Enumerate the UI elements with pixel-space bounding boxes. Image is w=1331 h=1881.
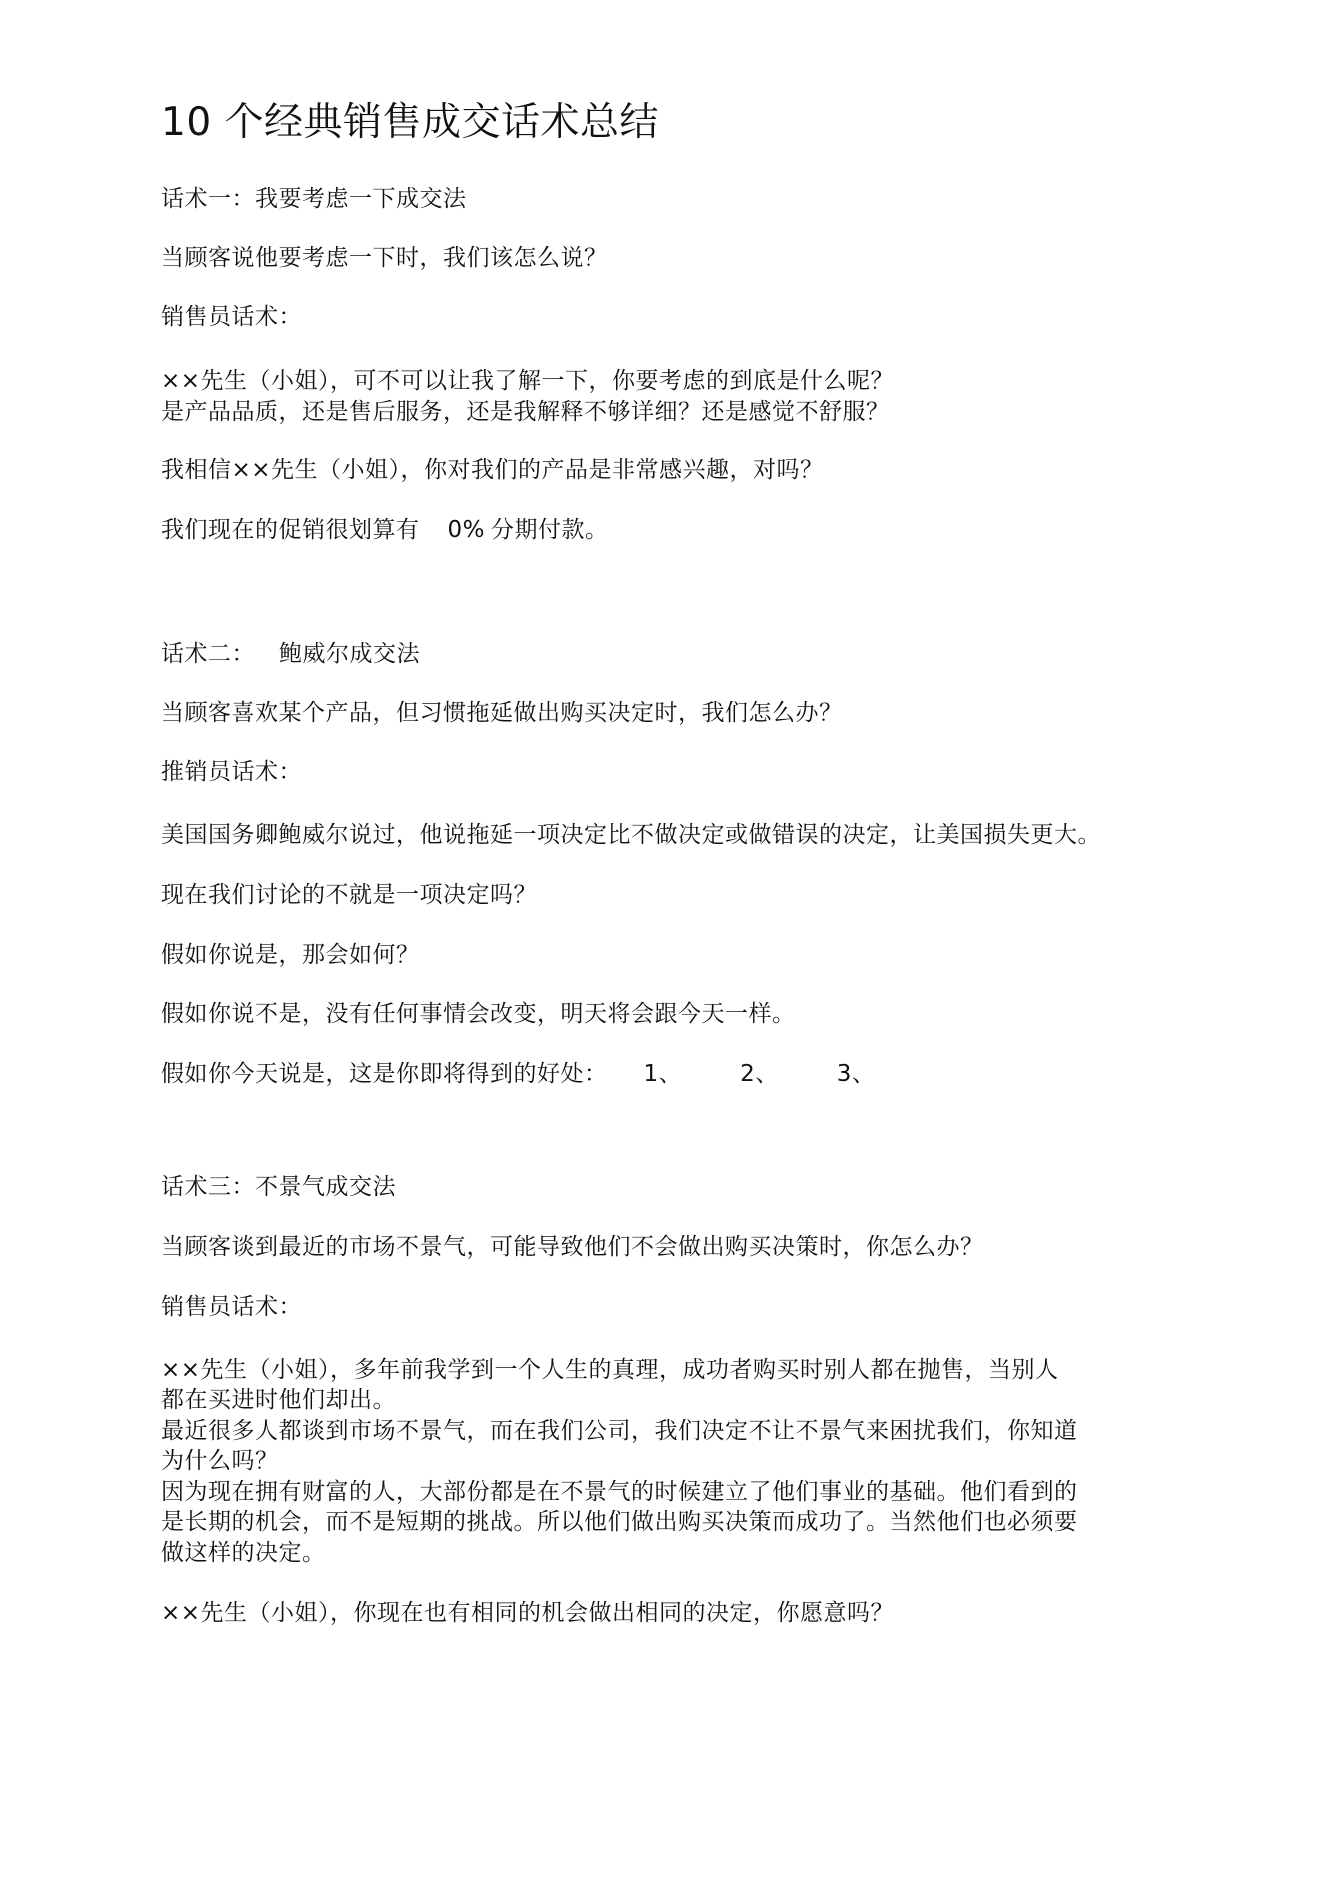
section3-line-3: 最近很多人都谈到市场不景气，而在我们公司，我们决定不让不景气来困扰我们，你知道: [161, 1418, 1078, 1444]
section2-line-2: 现在我们讨论的不就是一项决定吗？: [161, 882, 537, 908]
section3-line-5: 因为现在拥有财富的人，大部份都是在不景气的时候建立了他们事业的基础。他们看到的: [161, 1479, 1078, 1505]
section1-heading: 话术一：我要考虑一下成交法: [161, 186, 467, 212]
section2-benefit-prefix: 假如你今天说是，这是你即将得到的好处：: [161, 1061, 608, 1087]
section3-line-2: 都在买进时他们却出。: [161, 1387, 396, 1413]
section2-question: 当顾客喜欢某个产品，但习惯拖延做出购买决定时，我们怎么办？: [161, 700, 843, 726]
section2-heading: [161, 639, 420, 669]
section2-benefits: [161, 1059, 875, 1089]
section1-line-1: ××先生（小姐），可不可以让我了解一下，你要考虑的到底是什么呢？: [161, 368, 895, 394]
section1-line-2: 是产品品质，还是售后服务，还是我解释不够详细？还是感觉不舒服？: [161, 399, 890, 425]
section1-promo: [161, 515, 609, 545]
section2-benefit-item-3: 3、: [836, 1061, 876, 1087]
section3-heading: 话术三：不景气成交法: [161, 1174, 396, 1200]
document-title: 10 个经典销售成交话术总结: [161, 100, 660, 145]
section1-question: 当顾客说他要考虑一下时，我们该怎么说？: [161, 245, 608, 271]
section3-line-8: ××先生（小姐），你现在也有相同的机会做出相同的决定，你愿意吗？: [161, 1600, 895, 1626]
section3-role: 销售员话术：: [161, 1294, 302, 1320]
section2-benefit-item-1: 1、: [643, 1061, 683, 1087]
section1-promo-prefix: 我们现在的促销很划算有: [161, 517, 420, 543]
section1-role: 销售员话术：: [161, 304, 302, 330]
section3-question: 当顾客谈到最近的市场不景气，可能导致他们不会做出购买决策时，你怎么办？: [161, 1234, 984, 1260]
section1-promo-value: 0%: [447, 517, 485, 543]
section3-line-7: 做这样的决定。: [161, 1540, 326, 1566]
section3-line-4: 为什么吗？: [161, 1448, 279, 1474]
section2-role: 推销员话术：: [161, 759, 302, 785]
section1-promo-suffix: 分期付款。: [491, 517, 609, 543]
section3-line-1: ××先生（小姐），多年前我学到一个人生的真理，成功者购买时别人都在抛售，当别人: [161, 1357, 1059, 1383]
section2-benefit-item-2: 2、: [740, 1061, 779, 1087]
section2-line-1: 美国国务卿鲍威尔说过，他说拖延一项决定比不做决定或做错误的决定，让美国损失更大。: [161, 822, 1101, 848]
section2-heading-prefix: 话术二：: [161, 641, 255, 667]
section1-line-3: 我相信××先生（小姐），你对我们的产品是非常感兴趣，对吗？: [161, 457, 824, 483]
section3-line-6: 是长期的机会，而不是短期的挑战。所以他们做出购买决策而成功了。当然他们也必须要: [161, 1509, 1078, 1535]
section2-heading-name: 鲍威尔成交法: [279, 641, 420, 667]
section2-line-4: 假如你说不是，没有任何事情会改变，明天将会跟今天一样。: [161, 1001, 796, 1027]
section2-line-3: 假如你说是，那会如何？: [161, 942, 420, 968]
